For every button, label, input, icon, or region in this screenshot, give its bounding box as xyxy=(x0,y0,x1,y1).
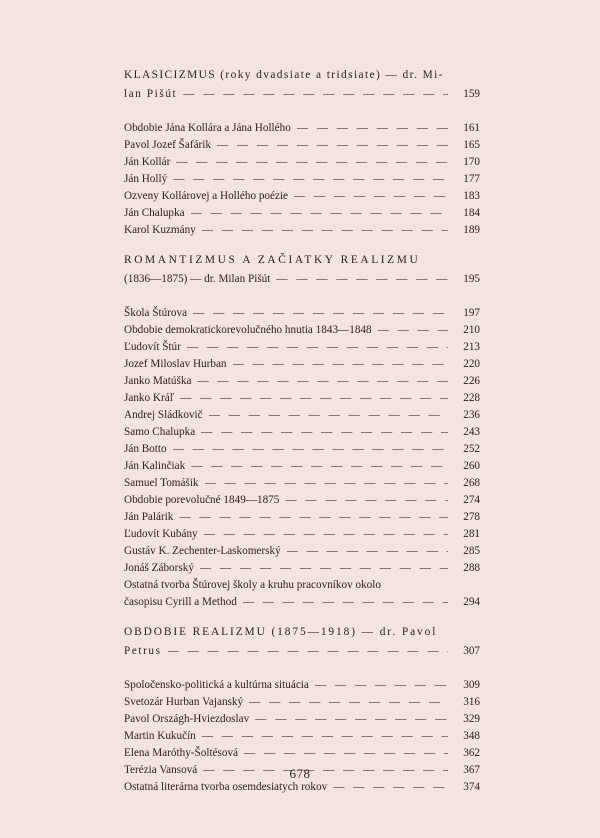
section-heading xyxy=(124,623,480,642)
toc-entry[interactable] xyxy=(124,728,480,745)
toc-entry[interactable] xyxy=(124,441,480,458)
toc-entry[interactable] xyxy=(124,745,480,762)
section-heading-entry[interactable] xyxy=(124,270,480,289)
dot-leader xyxy=(205,475,448,492)
entry-label: Martin Kukučín xyxy=(124,730,196,742)
toc-entry[interactable] xyxy=(124,711,480,728)
toc-entry[interactable] xyxy=(124,458,480,475)
page-number: 374 xyxy=(463,781,480,793)
page-number: 362 xyxy=(463,747,480,759)
page-number: 329 xyxy=(463,713,480,725)
entry-label: Ján Kalinčiak xyxy=(124,460,186,472)
page-number: 288 xyxy=(463,562,480,574)
dot-leader xyxy=(204,526,448,543)
entry-label: Pavol Jozef Šafárik xyxy=(124,139,211,151)
entry-label: Ostatná literárna tvorba osemdesiatych rokov xyxy=(124,781,328,793)
page-number: 213 xyxy=(463,341,480,353)
dot-leader xyxy=(173,441,448,458)
dot-leader xyxy=(180,390,448,407)
page-number: 189 xyxy=(463,224,480,236)
toc-entry[interactable] xyxy=(124,390,480,407)
section-heading xyxy=(124,66,480,85)
entry-label: Spoločensko-politická a kultúrna situácia xyxy=(124,679,309,691)
page-number: 367 xyxy=(463,764,480,776)
toc-entry[interactable] xyxy=(124,305,480,322)
toc-entry[interactable] xyxy=(124,594,480,611)
dot-leader xyxy=(285,492,448,509)
dot-leader xyxy=(244,745,448,762)
dot-leader xyxy=(276,270,448,289)
entry-label: Andrej Sládkovič xyxy=(124,409,203,421)
toc-entry[interactable] xyxy=(124,677,480,694)
page-number: 210 xyxy=(463,324,480,336)
dot-leader xyxy=(297,120,448,137)
page-number: 268 xyxy=(463,477,480,489)
entry-label: Pavol Országh-Hviezdoslav xyxy=(124,713,250,725)
dot-leader xyxy=(217,137,448,154)
entry-label: Obdobie Jána Kollára a Jána Hollého xyxy=(124,122,291,134)
page-number: 252 xyxy=(463,443,480,455)
entry-label: Janko Matúška xyxy=(124,375,192,387)
toc-entry[interactable] xyxy=(124,120,480,137)
page-number: 294 xyxy=(463,596,480,608)
dot-leader xyxy=(200,560,448,577)
entry-label: Gustáv K. Zechenter-Laskomerský xyxy=(124,545,281,557)
toc-entry[interactable] xyxy=(124,560,480,577)
page-number: 278 xyxy=(463,511,480,523)
page-number: 165 xyxy=(463,139,480,151)
dot-leader xyxy=(233,356,448,373)
section-author: (1836—1875) — dr. Milan Pišút xyxy=(124,273,271,285)
toc-entry[interactable] xyxy=(124,171,480,188)
dot-leader xyxy=(287,543,448,560)
entry-label: Škola Štúrova xyxy=(124,307,188,319)
entry-label: Ján Chalupka xyxy=(124,207,185,219)
dot-leader xyxy=(209,407,448,424)
toc-entry[interactable] xyxy=(124,137,480,154)
dot-leader xyxy=(378,322,448,339)
page-number: 307 xyxy=(463,645,480,657)
dot-leader xyxy=(191,458,448,475)
dot-leader xyxy=(255,711,448,728)
dot-leader xyxy=(197,373,448,390)
page-number: 274 xyxy=(463,494,480,506)
page-number: 195 xyxy=(463,273,480,285)
entry-label: Ozveny Kollárovej a Hollého poézie xyxy=(124,190,289,202)
toc-entry[interactable] xyxy=(124,407,480,424)
toc-entry[interactable] xyxy=(124,322,480,339)
page-number: 159 xyxy=(463,88,480,100)
page-number: 177 xyxy=(463,173,480,185)
entry-label-line: Ostatná tvorba Štúrovej školy a kruhu pracovníkov okolo xyxy=(124,579,381,591)
dot-leader xyxy=(201,424,448,441)
toc-entry[interactable] xyxy=(124,509,480,526)
table-of-contents xyxy=(124,66,480,796)
toc-entry[interactable] xyxy=(124,694,480,711)
entry-label: Ján Hollý xyxy=(124,173,168,185)
entry-label: Jonáš Záborský xyxy=(124,562,194,574)
entry-label: Samo Chalupka xyxy=(124,426,196,438)
section-heading-line: KLASICIZMUS (roky dvadsiate a tridsiate) — dr. Mi- xyxy=(124,69,444,81)
toc-entry[interactable] xyxy=(124,475,480,492)
section-klasicizmus xyxy=(124,66,480,239)
entry-label: Janko Kráľ xyxy=(124,392,175,404)
page-number: 285 xyxy=(463,545,480,557)
dot-leader xyxy=(183,85,448,104)
page-number: 226 xyxy=(463,375,480,387)
toc-entry[interactable] xyxy=(124,424,480,441)
dot-leader xyxy=(202,728,448,745)
dot-leader xyxy=(315,677,448,694)
entry-label: Jozef Miloslav Hurban xyxy=(124,358,227,370)
page-number: 281 xyxy=(463,528,480,540)
section-romantizmus xyxy=(124,251,480,611)
page-number: 184 xyxy=(463,207,480,219)
page-number: 183 xyxy=(463,190,480,202)
toc-entry[interactable] xyxy=(124,222,480,239)
toc-entry-multiline[interactable] xyxy=(124,577,480,594)
section-heading-entry[interactable] xyxy=(124,85,480,104)
page-number: 260 xyxy=(463,460,480,472)
section-heading-line: OBDOBIE REALIZMU (1875—1918) — dr. Pavol xyxy=(124,626,438,638)
entry-label: časopisu Cyrill a Method xyxy=(124,596,237,608)
entry-label: Elena Maróthy-Šoltésová xyxy=(124,747,239,759)
toc-entry[interactable] xyxy=(124,339,480,356)
entry-label: Karol Kuzmány xyxy=(124,224,196,236)
toc-entry[interactable] xyxy=(124,492,480,509)
page-number: 243 xyxy=(463,426,480,438)
toc-entry[interactable] xyxy=(124,188,480,205)
page-number: 161 xyxy=(463,122,480,134)
page-number: 316 xyxy=(463,696,480,708)
page-number: 228 xyxy=(463,392,480,404)
dot-leader xyxy=(176,154,448,171)
dot-leader xyxy=(173,171,448,188)
toc-entry[interactable] xyxy=(124,356,480,373)
dot-leader xyxy=(193,305,448,322)
page-number: 220 xyxy=(463,358,480,370)
entry-label: Obdobie porevolučné 1849—1875 xyxy=(124,494,280,506)
entry-label: Terézia Vansová xyxy=(124,764,198,776)
dot-leader xyxy=(187,339,448,356)
entry-label: Ján Botto xyxy=(124,443,167,455)
entry-label: Obdobie demokratickorevolučného hnutia 1843—1848 xyxy=(124,324,372,336)
dot-leader xyxy=(294,188,448,205)
toc-entry[interactable] xyxy=(124,526,480,543)
entry-label: Ľudovít Štúr xyxy=(124,341,181,353)
dot-leader xyxy=(249,694,448,711)
page-number: 309 xyxy=(463,679,480,691)
toc-entry[interactable] xyxy=(124,205,480,222)
dot-leader xyxy=(202,222,448,239)
dot-leader xyxy=(191,205,448,222)
page-number-footer: 678 xyxy=(289,766,311,781)
page-number: 170 xyxy=(463,156,480,168)
section-author: Petrus xyxy=(124,645,162,657)
entry-label: Svetozár Hurban Vajanský xyxy=(124,696,244,708)
entry-label: Ján Palárik xyxy=(124,511,174,523)
section-heading-line: ROMANTIZMUS A ZAČIATKY REALIZMU xyxy=(124,254,421,266)
toc-entry[interactable] xyxy=(124,543,480,560)
section-heading xyxy=(124,251,480,270)
section-heading-entry[interactable] xyxy=(124,642,480,661)
dot-leader xyxy=(179,509,448,526)
page-number: 197 xyxy=(463,307,480,319)
entry-label: Ján Kollár xyxy=(124,156,171,168)
toc-entry[interactable] xyxy=(124,154,480,171)
entry-label: Ľudovít Kubány xyxy=(124,528,198,540)
dot-leader xyxy=(168,642,448,661)
section-author: lan Pišút xyxy=(124,88,178,100)
dot-leader xyxy=(243,594,448,611)
page-number: 236 xyxy=(463,409,480,421)
toc-entry[interactable] xyxy=(124,373,480,390)
page-number: 348 xyxy=(463,730,480,742)
entry-label: Samuel Tomášik xyxy=(124,477,199,489)
